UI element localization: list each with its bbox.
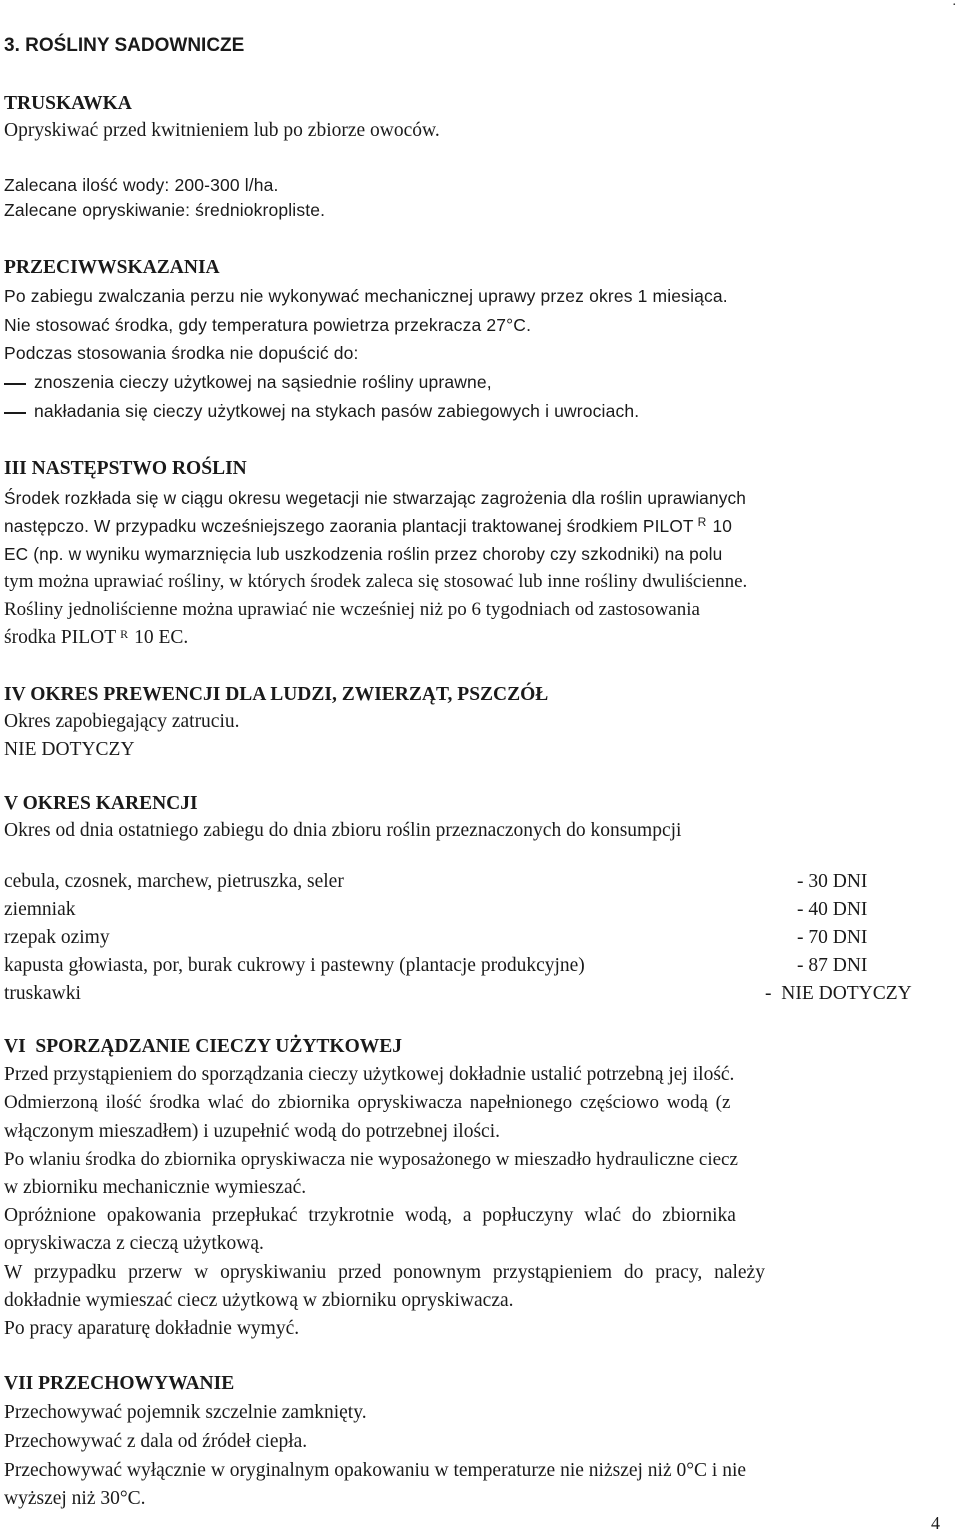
section-vi-line-3: włączonym mieszadłem) i uzupełnić wodą do potrzebnej ilości. (4, 1121, 501, 1142)
section-iii-line-6 (4, 626, 188, 650)
dash-bullet (4, 412, 26, 414)
water-text: Zalecana ilość wody: 200-300 l/ha. (4, 175, 279, 195)
section-iii-line-5: Rośliny jednoliścienne można uprawiać nie wcześniej niż po 6 tygodniach od zastosowania (4, 599, 700, 620)
karencja-period: - 70 DNI (797, 927, 868, 948)
section-iii-line-3: EC (np. w wyniku wymarznięcia lub uszkodzenia roślin przez choroby czy szkodniki) na polu (4, 544, 723, 564)
section-vi-line-7: opryskiwacza z cieczą użytkową. (4, 1233, 264, 1254)
dash-bullet (4, 383, 26, 385)
registered-mark: R (697, 515, 707, 529)
section-vii-line-4: wyższej niż 30°C. (4, 1488, 146, 1509)
section-vii-title: VII PRZECHOWYWANIE (4, 1373, 235, 1394)
karencja-crop: rzepak ozimy (4, 927, 110, 948)
section-vii-line-2: Przechowywać z dala od źródeł ciepła. (4, 1431, 308, 1452)
section-vi-line-2: Odmierzoną ilość środka wlać do zbiornika opryskiwacza napełnionego częściowo wodą (z (4, 1092, 731, 1113)
section-iv-line-2: NIE DOTYCZY (4, 739, 135, 760)
karencja-crop: cebula, czosnek, marchew, pietruszka, seler (4, 871, 344, 892)
section-vi-line-6: Opróżnione opakowania przepłukać trzykrotnie wodą, a popłuczyny wlać do zbiornika (4, 1205, 736, 1226)
karencja-crop: truskawki (4, 983, 81, 1004)
section-vi-line-5: w zbiorniku mechanicznie wymieszać. (4, 1177, 307, 1198)
section-vi-line-8: W przypadku przerw w opryskiwaniu przed ponownym przystąpieniem do pracy, należy (4, 1262, 765, 1283)
contraindications-title: PRZECIWWSKAZANIA (4, 257, 220, 278)
karencja-period: - 30 DNI (797, 871, 868, 892)
spray-text: Zalecane opryskiwanie: średniokropliste. (4, 200, 326, 220)
section-iii-line-6-text: środka PILOT (4, 627, 117, 648)
section-vi-line-1: Przed przystąpieniem do sporządzania cieczy użytkowej dokładnie ustalić potrzebną jej ilość. (4, 1064, 735, 1085)
karencja-crop: ziemniak (4, 899, 76, 920)
contraindications-item-1: znoszenia cieczy użytkowej na sąsiednie rośliny uprawne, (34, 372, 492, 392)
section-iii-line-4: tym można uprawiać rośliny, w których środek zaleca się stosować lub inne rośliny dwuliścienne. (4, 571, 748, 592)
section-v-line-1: Okres od dnia ostatniego zabiegu do dnia zbioru roślin przeznaczonych do konsumpcji (4, 820, 682, 841)
section-vi-line-10: Po pracy aparaturę dokładnie wymyć. (4, 1318, 300, 1339)
crop-heading: TRUSKAWKA (4, 93, 132, 114)
timing-text: Opryskiwać przed kwitnieniem lub po zbiorze owoców. (4, 120, 440, 141)
section-iii-line-2-text: następczo. W przypadku wcześniejszego zaorania plantacji traktowanej środkiem PILOT (4, 516, 694, 536)
contraindications-line-1: Po zabiegu zwalczania perzu nie wykonywać mechanicznej uprawy przez okres 1 miesiąca. (4, 286, 728, 306)
section-iii-line-1: Środek rozkłada się w ciągu okresu wegetacji nie stwarzając zagrożenia dla roślin uprawianych (4, 488, 747, 508)
section-iv-line-1: Okres zapobiegający zatruciu. (4, 711, 240, 732)
section-vii-line-3: Przechowywać wyłącznie w oryginalnym opakowaniu w temperaturze nie niższej niż 0°C i nie (4, 1460, 747, 1481)
section-iii-line-2-num: 10 (712, 516, 732, 536)
section-vi-title: VI SPORZĄDZANIE CIECZY UŻYTKOWEJ (4, 1036, 403, 1057)
section-iii-line-2 (4, 514, 732, 538)
section-3-title: 3. ROŚLINY SADOWNICZE (4, 35, 245, 56)
page-number: 4 (931, 1513, 940, 1533)
karencja-period: - NIE DOTYCZY (765, 983, 912, 1004)
section-v-title: V OKRES KARENCJI (4, 793, 198, 814)
contraindications-item-2: nakładania się cieczy użytkowej na stykach pasów zabiegowych i uwrociach. (34, 401, 640, 421)
section-vi-line-9: dokładnie wymieszać ciecz użytkową w zbiorniku opryskiwacza. (4, 1290, 514, 1311)
contraindications-line-2: Nie stosować środka, gdy temperatura powietrza przekracza 27°C. (4, 315, 532, 335)
section-vii-line-1: Przechowywać pojemnik szczelnie zamknięty. (4, 1402, 367, 1423)
section-iii-title: III NASTĘPSTWO ROŚLIN (4, 458, 247, 479)
karencja-period: - 40 DNI (797, 899, 868, 920)
registered-mark: R (120, 627, 129, 641)
contraindications-line-3: Podczas stosowania środka nie dopuścić do: (4, 343, 359, 363)
karencja-period: - 87 DNI (797, 955, 868, 976)
section-iv-title: IV OKRES PREWENCJI DLA LUDZI, ZWIERZĄT, PSZCZÓŁ (4, 684, 549, 705)
karencja-crop: kapusta głowiasta, por, burak cukrowy i pastewny (plantacje produkcyjne) (4, 955, 585, 976)
top-mark: . (952, 0, 956, 9)
section-vi-line-4: Po wlaniu środka do zbiornika opryskiwacza nie wyposażonego w mieszadło hydrauliczne ciecz (4, 1149, 738, 1170)
section-iii-line-6-end: 10 EC. (134, 627, 189, 648)
